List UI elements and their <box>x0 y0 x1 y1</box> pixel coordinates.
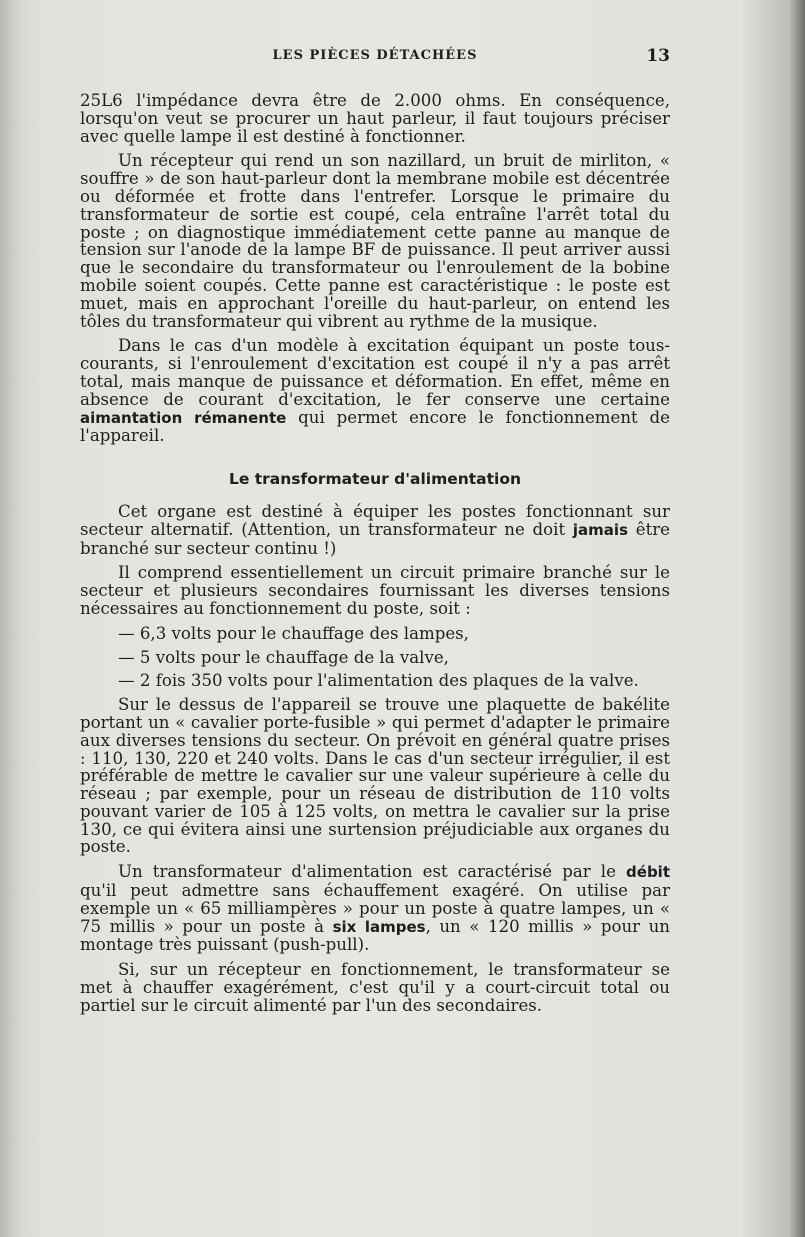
page-edge-shadow <box>791 0 805 1237</box>
text-run: Cet organe est destiné à équiper les postes fonctionnant sur secteur alternatif. (Attention, un transformateur ne doit <box>80 501 670 539</box>
body-text <box>80 92 670 1022</box>
text-run: , un « 120 millis » pour un montage très puissant (push-pull). <box>80 916 670 955</box>
page-header <box>80 48 670 72</box>
paragraph: 25L6 l'impédance devra être de 2.000 ohms. En conséquence, lorsqu'on veut se procurer un haut parleur, il faut toujours préciser avec quelle lampe il est destiné à fonctionner. <box>80 91 670 146</box>
text-run: être branché sur secteur continu !) <box>80 519 670 558</box>
emphasis: aimantation rémanente <box>80 408 287 427</box>
list-item: — 5 volts pour le chauffage de la valve, <box>118 647 449 667</box>
emphasis: six lampes <box>332 917 426 936</box>
list-item: — 6,3 volts pour le chauffage des lampes, <box>118 623 469 643</box>
paragraph: Un récepteur qui rend un son nazillard, un bruit de mirliton, « souffre » de son haut-parleur dont la membrane mobile est décentrée ou déformée et frotte dans l'entrefer. Lorsque le primaire du transformateur de sortie est coupé, cela entraîne l'arrêt total du poste ; on diagnostique immédiatement cette panne au manque de tension sur l'anode de la lampe BF de puissance. Il peut arriver aussi que le secondaire du transformateur ou l'enroulement de la bobine mobile soient coupés. Cette panne est caractéristique : le poste est muet, mais en approchant l'oreille du haut-parleur, on entend les tôles du transformateur qui vibrent au rythme de la musique. <box>80 151 670 331</box>
section-heading: Le transformateur d'alimentation <box>228 470 522 489</box>
paragraph <box>80 337 670 445</box>
list-item: — 2 fois 350 volts pour l'alimentation des plaques de la valve. <box>118 671 639 691</box>
paragraph <box>80 503 670 557</box>
page-number: 13 <box>646 46 670 66</box>
paragraph <box>80 863 670 954</box>
page-gutter-shadow <box>0 0 22 1237</box>
emphasis: jamais <box>572 520 628 539</box>
text-run: qui permet encore le fonctionnement de l'appareil. <box>80 407 670 446</box>
paragraph: Il comprend essentiellement un circuit primaire branché sur le secteur et plusieurs secondaires fournissant les diverses tensions nécessaires au fonctionnement du poste, soit : <box>80 563 670 618</box>
text-run: Un transformateur d'alimentation est caractérisé par le <box>118 862 627 882</box>
paragraph: Sur le dessus de l'appareil se trouve une plaquette de bakélite portant un « cavalier porte-fusible » qui permet d'adapter le primaire aux diverses tensions du secteur. On prévoit en général quatre prises : 110, 130, 220 et 240 volts. Dans le cas d'un secteur irrégulier, il est préférable de mettre le cavalier sur une valeur supérieure à celle du réseau ; par exemple, pour un réseau de distribution de 110 volts pouvant varier de 105 à 125 volts, on mettra le cavalier sur la prise 130, ce qui évitera ainsi une surtension préjudiciable aux organes du poste. <box>80 695 670 857</box>
text-run: qu'il peut admettre sans échauffement exagéré. On utilise par exemple un « 65 milliampères » pour un poste à quatre lampes, un « 75 millis » pour un poste à <box>80 881 670 936</box>
emphasis: débit <box>626 863 670 882</box>
text-run: Dans le cas d'un modèle à excitation équipant un poste tous-courants, si l'enroulement d'excitation est coupé il n'y a pas arrêt total, mais manque de puissance et déformation. En effet, même en absence de courant d'excitation, le fer conserve une certaine <box>80 336 670 409</box>
running-title: LES PIÈCES DÉTACHÉES <box>272 48 478 63</box>
paragraph: Si, sur un récepteur en fonctionnement, le transformateur se met à chauffer exagérément, c'est qu'il y a court-circuit total ou partiel sur le circuit alimenté par l'un des secondaires. <box>80 960 670 1015</box>
